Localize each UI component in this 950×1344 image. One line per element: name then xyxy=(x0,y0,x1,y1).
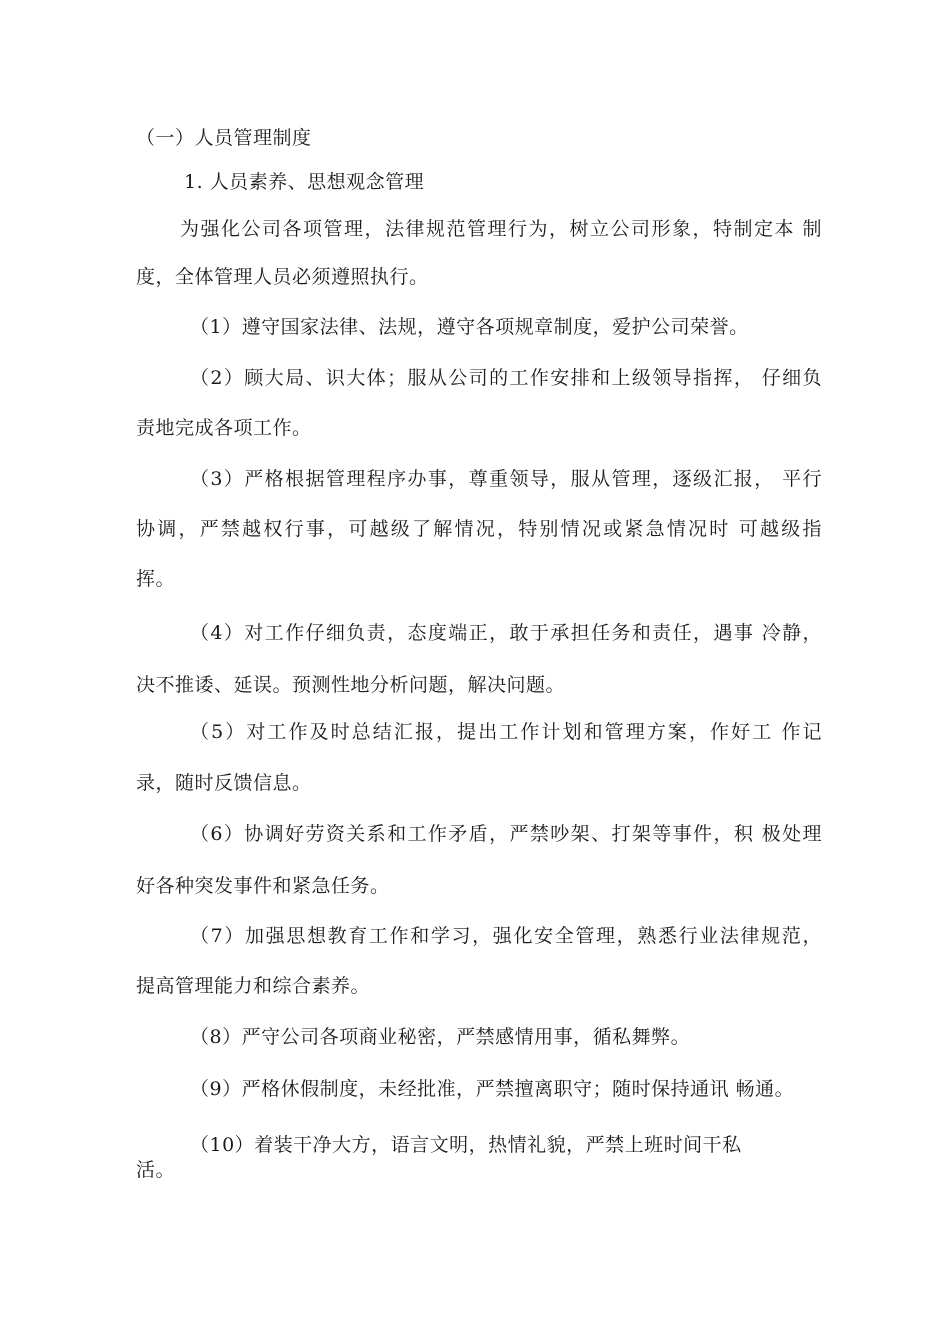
subheading: 1. 人员素养、思想观念管理 xyxy=(184,171,425,193)
item-2-line: （2）顾大局、识大体；服从公司的工作安排和上级领导指挥， 仔细负 xyxy=(190,367,822,389)
item-4-line: 决不推诿、延误。预测性地分析问题，解决问题。 xyxy=(136,674,566,696)
intro-line: 度，全体管理人员必须遵照执行。 xyxy=(136,266,429,288)
item-9-line: （9）严格休假制度，未经批准，严禁擅离职守；随时保持通讯 畅通。 xyxy=(190,1078,795,1100)
item-6-line: 好各种突发事件和紧急任务。 xyxy=(136,875,390,897)
item-5-line: 录，随时反馈信息。 xyxy=(136,772,312,794)
item-5-line: （5）对工作及时总结汇报，提出工作计划和管理方案，作好工 作记 xyxy=(190,721,822,743)
intro-line: 为强化公司各项管理，法律规范管理行为，树立公司形象，特制定本 制 xyxy=(180,218,822,240)
item-6-line: （6）协调好劳资关系和工作矛盾，严禁吵架、打架等事件，积 极处理 xyxy=(190,823,822,845)
item-4-line: （4）对工作仔细负责，态度端正，敢于承担任务和责任，遇事 冷静， xyxy=(190,622,822,644)
item-10-line: 活。 xyxy=(136,1159,176,1181)
item-3-line: 协调，严禁越权行事，可越级了解情况，特别情况或紧急情况时 可越级指 xyxy=(136,518,822,540)
section-heading: （一）人员管理制度 xyxy=(136,127,312,149)
item-2-line: 责地完成各项工作。 xyxy=(136,417,312,439)
item-3-line: 挥。 xyxy=(136,568,176,590)
item-7-line: 提高管理能力和综合素养。 xyxy=(136,975,371,997)
item-1-line: （1）遵守国家法律、法规，遵守各项规章制度，爱护公司荣誉。 xyxy=(190,316,749,338)
item-10-line: （10）着装干净大方，语言文明，热情礼貌，严禁上班时间干私 xyxy=(190,1134,742,1156)
item-8-line: （8）严守公司各项商业秘密，严禁感情用事，循私舞弊。 xyxy=(190,1026,691,1048)
item-7-line: （7）加强思想教育工作和学习，强化安全管理，熟悉行业法律规范， xyxy=(190,925,822,947)
item-3-line: （3）严格根据管理程序办事，尊重领导，服从管理，逐级汇报， 平行 xyxy=(190,468,822,490)
